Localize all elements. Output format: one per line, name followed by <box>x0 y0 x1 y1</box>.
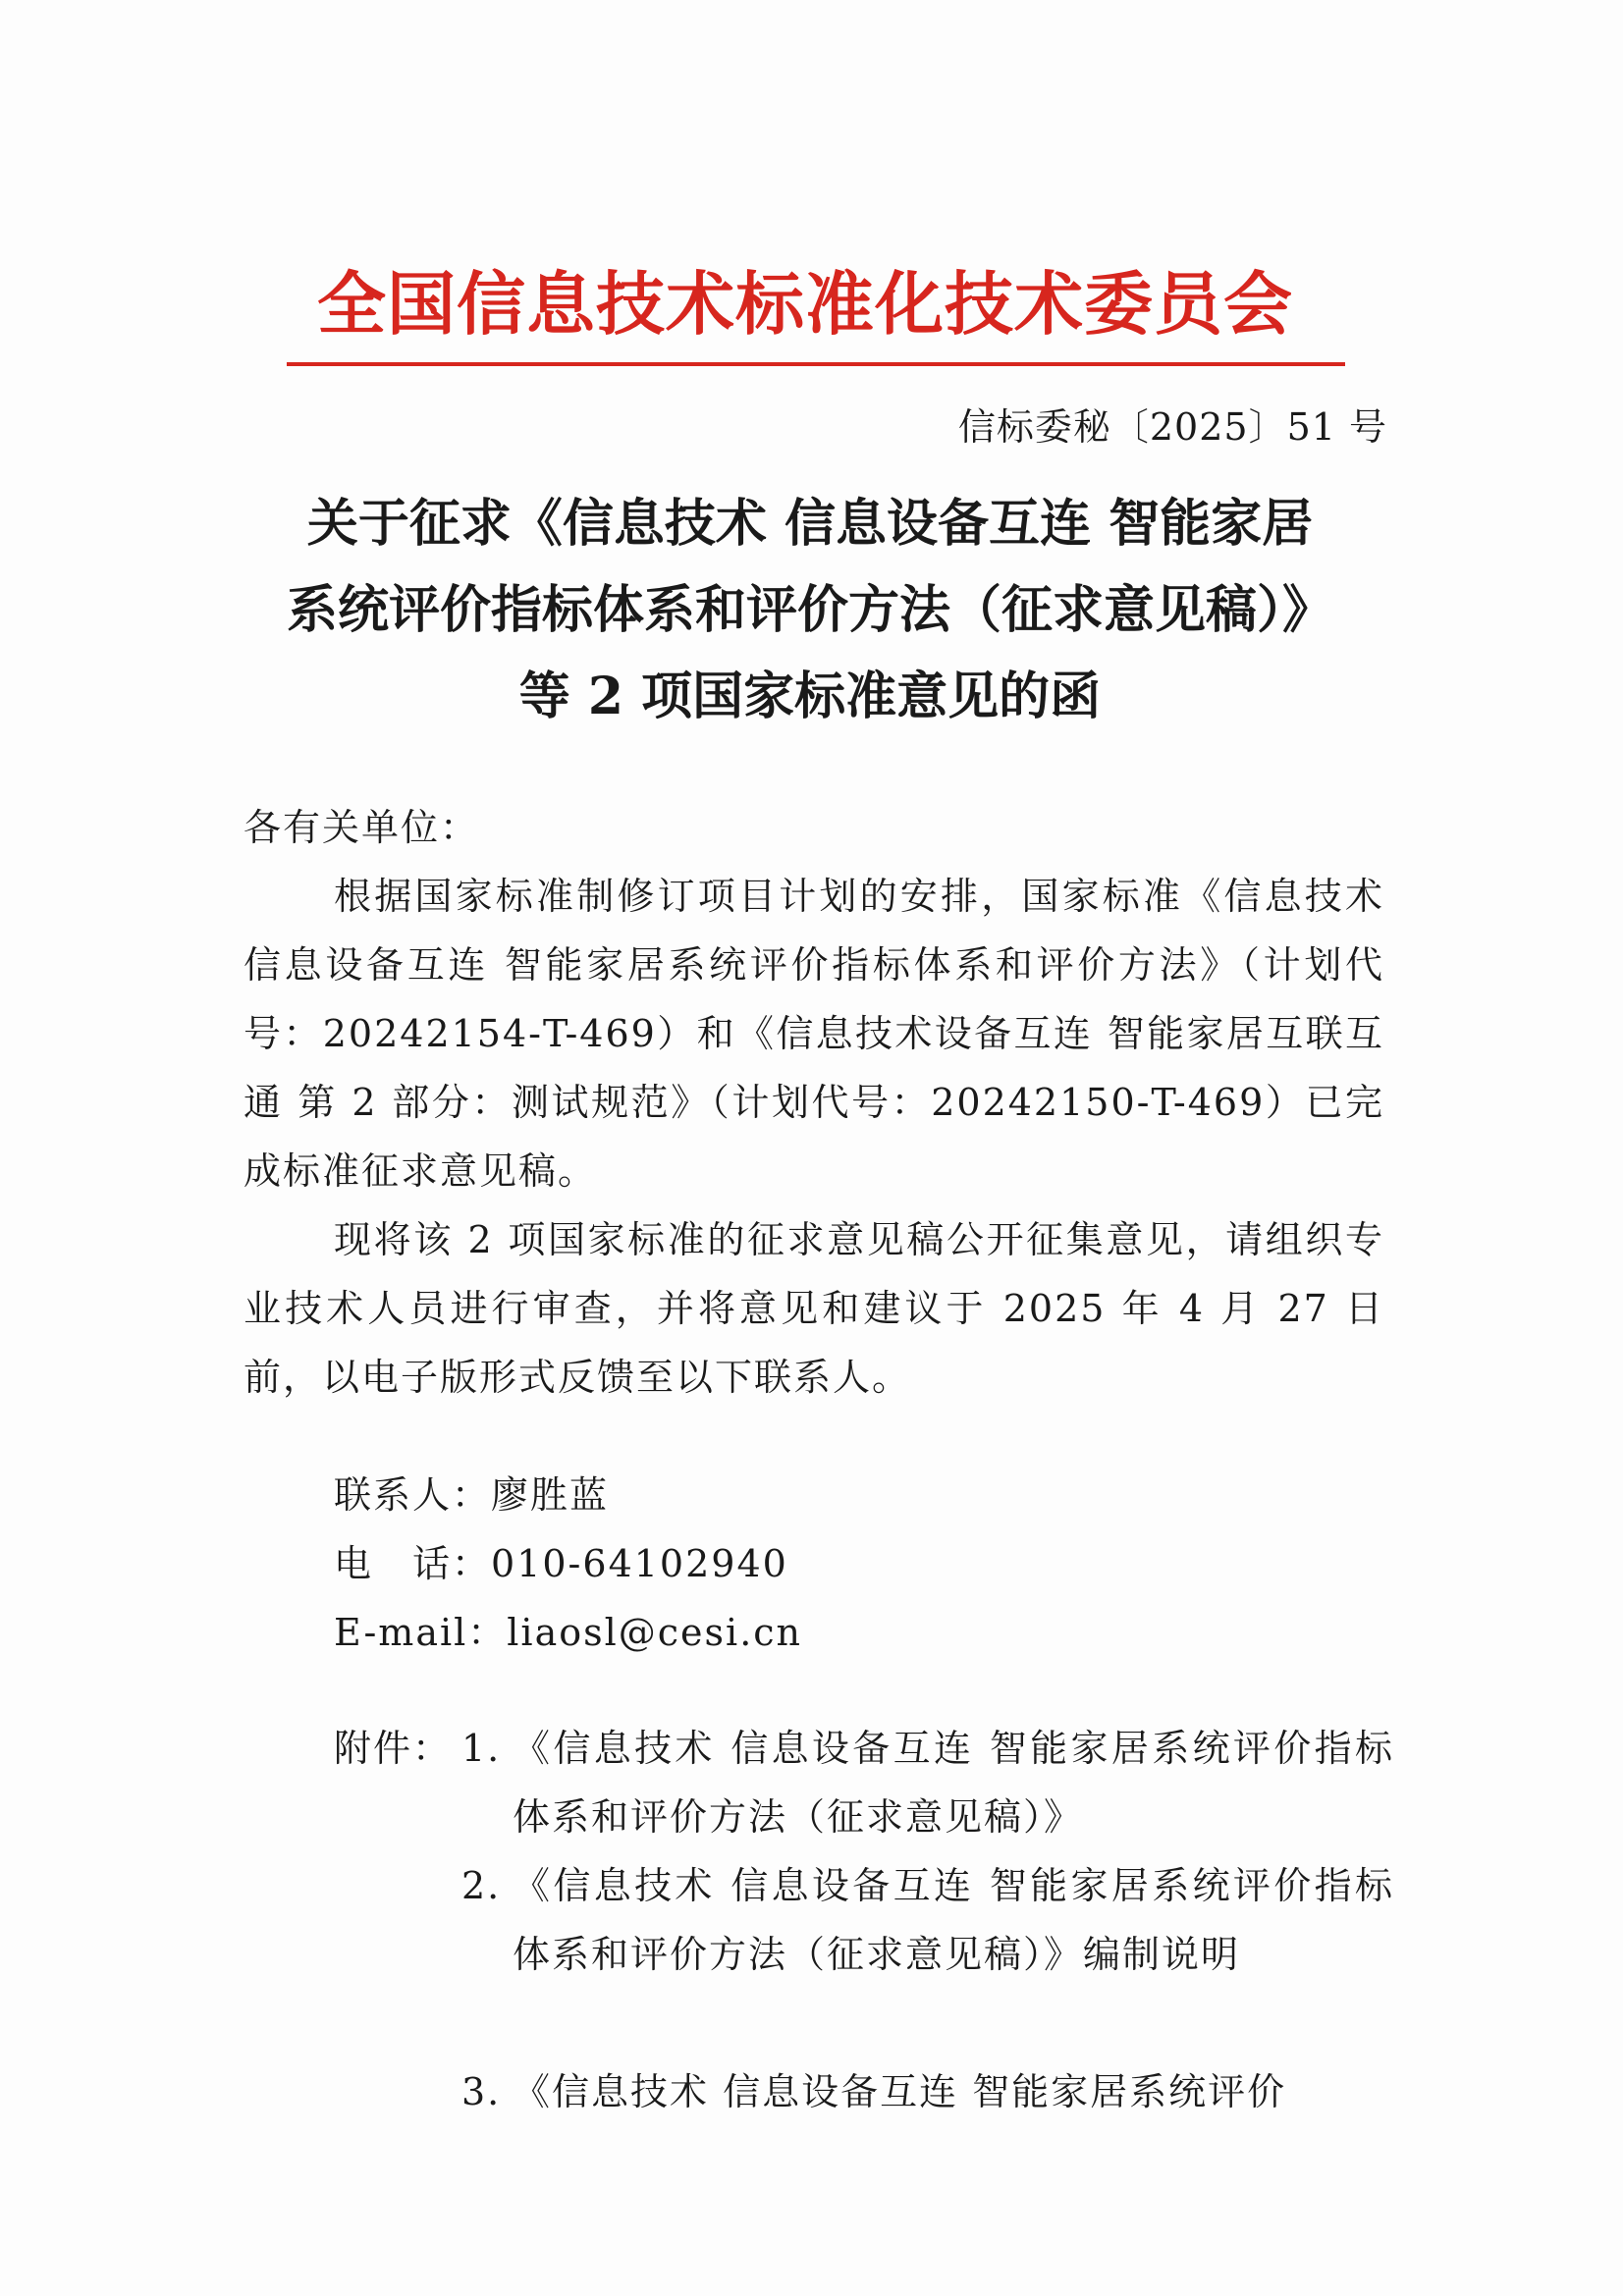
contact-phone <box>334 1529 788 1598</box>
attachment-number: 1. <box>461 1727 502 1770</box>
attachments-label: 附件： <box>334 1727 453 1770</box>
attachment-text: 《信息技术 信息设备互连 智能家居系统评价指标体系和评价方法（征求意见稿）》 <box>513 1727 1394 1839</box>
letterhead-organization: 全国信息技术标准化技术委员会 <box>317 263 1293 345</box>
contact-phone-number: 010-64102940 <box>491 1542 788 1585</box>
body-paragraph-1: 根据国家标准制修订项目计划的安排，国家标准《信息技术 信息设备互连 智能家居系统评价指标体系和评价方法》（计划代号：20242154-T-469）和《信息技术设备互连 智能家居互联互通 第 2 部分：测试规范》（计划代号：20242150-T-469）已完成标准征求意见稿。 <box>243 875 1384 1193</box>
letterhead-red-rule <box>287 362 1345 366</box>
attachment-number: 3. <box>461 2070 502 2113</box>
contact-email-address: liaosl@cesi.cn <box>507 1611 803 1654</box>
title-line-2: 系统评价指标体系和评价方法（征求意见稿）》 <box>286 580 1333 640</box>
attachment-text: 《信息技术 信息设备互连 智能家居系统评价 <box>513 2070 1287 2113</box>
attachment-item <box>461 1851 1394 1989</box>
contact-person-name: 廖胜蓝 <box>491 1473 610 1517</box>
title-line-1: 关于征求《信息技术 信息设备互连 智能家居 <box>306 494 1314 554</box>
attachment-item <box>461 1714 1394 1851</box>
contact-phone-label: 电 话： <box>334 1542 492 1585</box>
contact-email <box>334 1598 802 1667</box>
document-title <box>226 481 1394 740</box>
title-line-3: 等 2 项国家标准意见的函 <box>518 667 1102 726</box>
body-paragraph-2: 现将该 2 项国家标准的征求意见稿公开征集意见，请组织专业技术人员进行审查，并将意见和建议于 2025 年 4 月 27 日前，以电子版形式反馈至以下联系人。 <box>243 1218 1384 1399</box>
salutation: 各有关单位： <box>243 806 480 849</box>
attachment-number: 2. <box>461 1864 502 1907</box>
attachment-text: 《信息技术 信息设备互连 智能家居系统评价指标体系和评价方法（征求意见稿）》编制说明 <box>513 1864 1394 1976</box>
contact-person-label: 联系人： <box>334 1473 492 1517</box>
document-number: 信标委秘〔2025〕51 号 <box>957 405 1387 449</box>
attachment-item <box>461 2057 1394 2126</box>
contact-person <box>334 1461 609 1529</box>
contact-email-label: E-mail： <box>334 1611 508 1654</box>
